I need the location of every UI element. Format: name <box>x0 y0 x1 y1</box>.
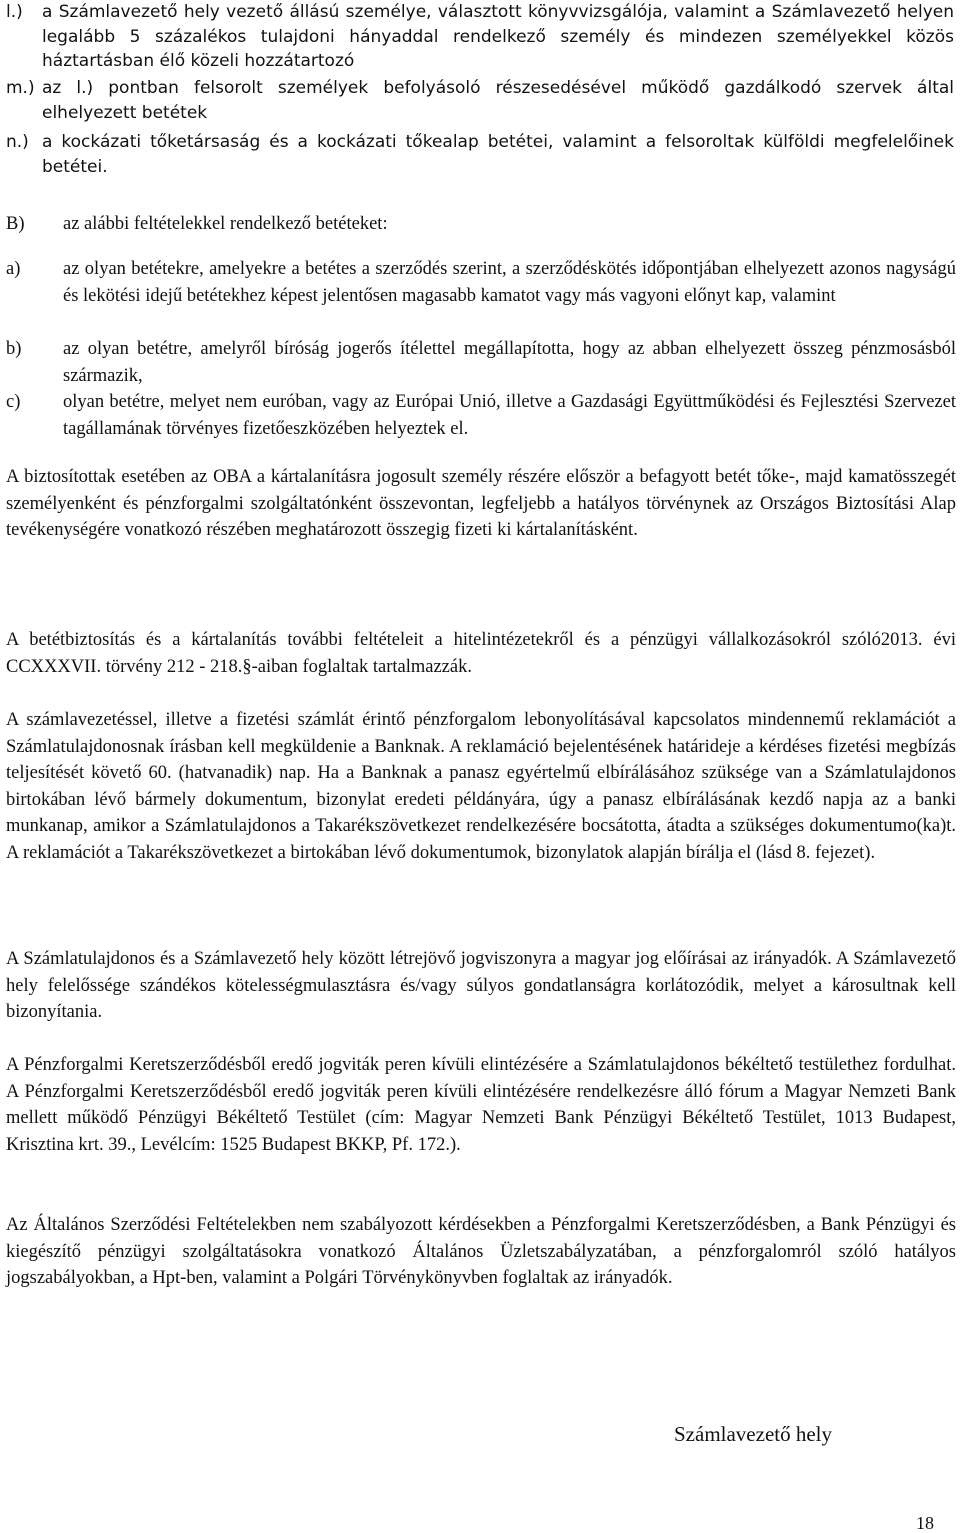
paragraph-aszf: Az Általános Szerződési Feltételekben nem szabályozott kérdésekben a Pénzforgalmi Keretszerződésben, a Bank Pénzügyi és kiegészítő pénzügyi szolgáltatásokra vonatkozó Általános Üzletszabályzatában, a pénzforgalomról szóló hatályos jogszabályokban, a Hpt-ben, valamint a Polgári Törvénykönyvben foglaltak az irányadók. <box>6 1215 956 1288</box>
list-marker: a) <box>6 259 21 279</box>
paragraph-bekeltetes: A Pénzforgalmi Keretszerződésből eredő jogviták peren kívüli elintézésére a Számlatulajdonos békéltető testülethez fordulhat. A Pénzforgalmi Keretszerződésből eredő jogviták peren kívüli elintézésére rendelkezésre álló fórum a Magyar Nemzeti Bank mellett működő Pénzügyi Békéltető Testület (cím: Magyar Nemzeti Bank Pénzügyi Békéltető Testület, 1013 Budapest, Krisztina krt. 39., Levélcím: 1525 Budapest BKKP, Pf. 172.). <box>6 1055 956 1155</box>
list-text: az l.) pontban felsorolt személyek befolyásoló részesedésével működő gazdálkodó szervek által elhelyezett betétek <box>42 78 954 123</box>
list-marker: m.) <box>6 78 35 98</box>
list-marker: b) <box>6 339 22 359</box>
list-text: a kockázati tőketársaság és a kockázati tőkealap betétei, valamint a felsoroltak külföldi megfelelőinek betétei. <box>42 132 954 177</box>
list-text: az olyan betétre, amelyről bíróság jogerős ítélettel megállapította, hogy az abban elhelyezett összeg pénzmosásból származik, <box>63 339 956 386</box>
paragraph-jogviszony: A Számlatulajdonos és a Számlavezető hely között létrejövő jogviszonyra a magyar jog előírásai az irányadók. A Számlavezető hely felelőssége szándékos kötelességmulasztásra és/vagy súlyos gondatlanságra korlátozódik, melyet a károsultnak kell bizonyítania. <box>6 949 956 1022</box>
list-marker: c) <box>6 392 21 412</box>
paragraph-oba: A biztosítottak esetében az OBA a kártalanításra jogosult személy részére először a befagyott betét tőke-, majd kamatösszegét személyenként és pénzforgalmi szolgáltatónként összevontan, legfeljebb a hatályos törvénynek az Országos Biztosítási Alap tevékenységére vonatkozó részében meghatározott összegig fizeti ki kártalanításként. <box>6 467 956 540</box>
list-item-m <box>6 76 954 126</box>
list-text: olyan betétre, melyet nem euróban, vagy az Európai Unió, illetve a Gazdasági Együttműködési és Fejlesztési Szervezet tagállamának törvényes fizetőeszközében helyeztek el. <box>63 392 956 439</box>
list-marker: n.) <box>6 132 29 152</box>
list-marker: l.) <box>6 2 23 22</box>
page-number: 18 <box>916 1513 934 1533</box>
list-text: az olyan betétekre, amelyekre a betétes a szerződés szerint, a szerződéskötés időpontjában elhelyezett azonos nagyságú és lekötési idejű betétekhez képest jelentősen magasabb kamatot vagy más vagyoni előnyt kap, valamint <box>63 259 956 306</box>
list-item-l <box>6 0 954 74</box>
list-item-n <box>6 130 954 180</box>
list-text: a Számlavezető hely vezető állású személye, választott könyvvizsgálója, valamint a Számlavezető helyen legalább 5 százalékos tulajdoni hányaddal rendelkező személy és mindezen személyekkel közös háztartásban élő közeli hozzátartozó <box>42 2 954 71</box>
paragraph-betetbiztositas: A betétbiztosítás és a kártalanítás további feltételeit a hitelintézetekről és a pénzügyi vállalkozásokról szóló2013. évi CCXXXVII. törvény 212 - 218.§-aiban foglaltak tartalmazzák. <box>6 630 956 677</box>
paragraph-reklamacio: A számlavezetéssel, illetve a fizetési számlát érintő pénzforgalom lebonyolításával kapcsolatos mindennemű reklamációt a Számlatulajdonosnak írásban kell megküldenie a Banknak. A reklamáció bejelentésének határideje a kérdéses fizetési megbízás teljesítését követő 60. (hatvanadik) nap. Ha a Banknak a panasz egyértelmű elbírálásához szüksége van a Számlatulajdonos birtokában lévő bármely dokumentum, bizonylat eredeti példányára, úgy a panasz elbírálásának kezdő napja az a banki munkanap, amikor a Számlatulajdonos a Takarékszövetkezet rendelkezésére bocsátotta, átadta a szükséges dokumentumo(ka)t. A reklamációt a Takarékszövetkezet a birtokában lévő dokumentumok, bizonylatok alapján bírálja el (lásd 8. fejezet). <box>6 710 956 863</box>
signature-label: Számlavezető hely <box>674 1422 833 1446</box>
section-marker: B) <box>6 214 25 234</box>
section-heading-text: az alábbi feltételekkel rendelkező betéteket: <box>63 214 388 234</box>
